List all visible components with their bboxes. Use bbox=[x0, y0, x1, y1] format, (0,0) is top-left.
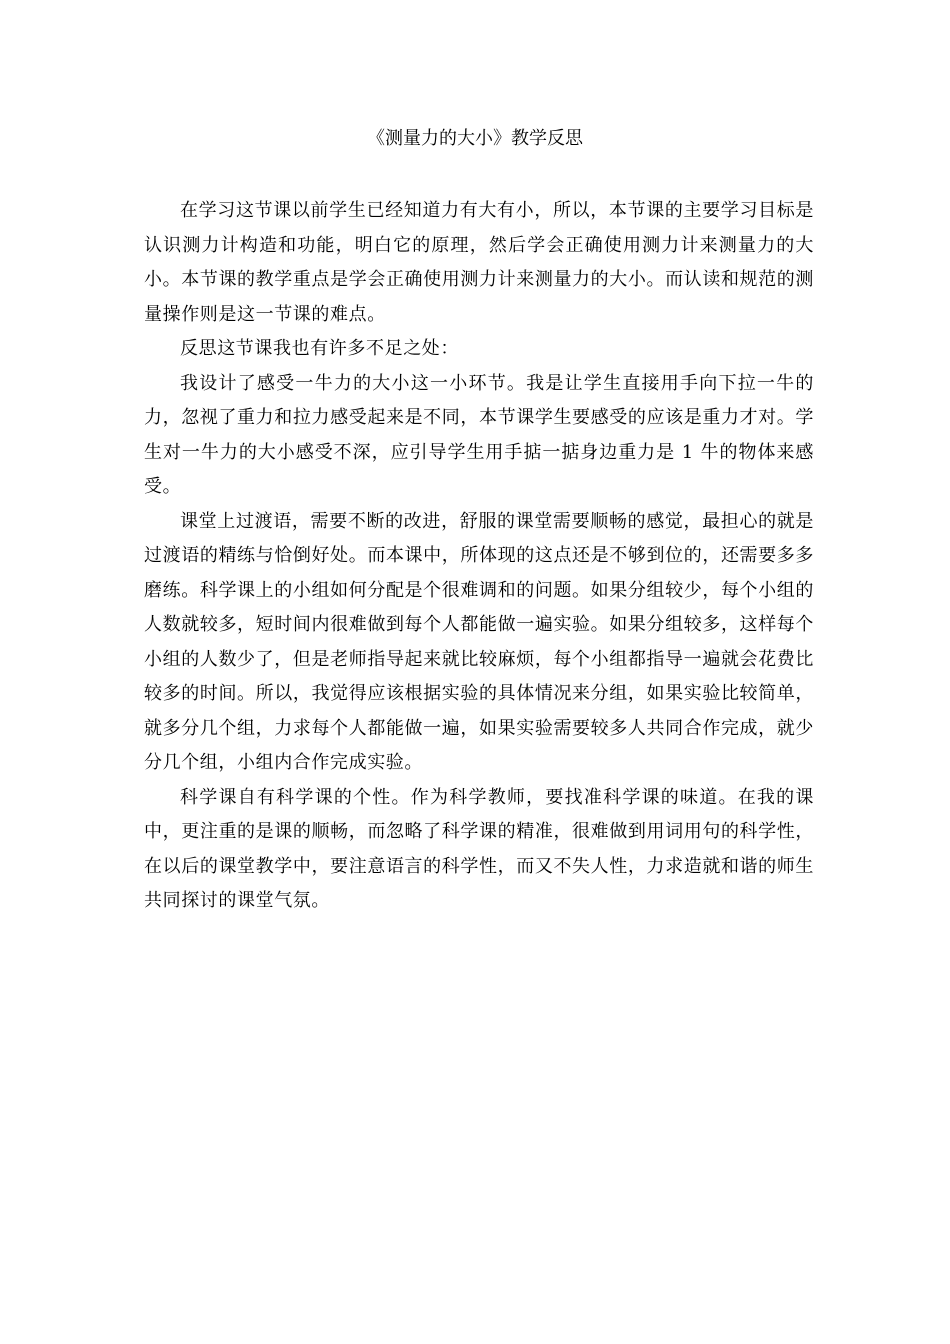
paragraph-transition-grouping: 课堂上过渡语，需要不断的改进，舒服的课堂需要顺畅的感觉，最担心的就是过渡语的精练与恰倒好处。而本课中，所体现的这点还是不够到位的，还需要多多磨练。科学课上的小组如何分配是个很难调和的问题。如果分组较少，每个小组的人数就较多，短时间内很难做到每个人都能做一遍实验。如果分组较多，这样每个小组的人数少了，但是老师指导起来就比较麻烦，每个小组都指导一遍就会花费比较多的时间。所以，我觉得应该根据实验的具体情况来分组，如果实验比较简单，就多分几个组，力求每个人都能做一遍，如果实验需要较多人共同合作完成，就少分几个组，小组内合作完成实验。 bbox=[144, 510, 814, 773]
document-title: 《测量力的大小》教学反思 bbox=[367, 128, 583, 149]
paragraph-intro: 在学习这节课以前学生已经知道力有大有小，所以，本节课的主要学习目标是认识测力计构造和功能，明白它的原理，然后学会正确使用测力计来测量力的大小。本节课的教学重点是学会正确使用测力计来测量力的大小。而认读和规范的测量操作则是这一节课的难点。 bbox=[144, 200, 814, 325]
document-body bbox=[144, 194, 814, 919]
paragraph-one-newton: 我设计了感受一牛力的大小这一小环节。我是让学生直接用手向下拉一牛的力，忽视了重力和拉力感受起来是不同，本节课学生要感受的应该是重力才对。学生对一牛力的大小感受不深，应引导学生用手掂一掂身边重力是 1 牛的物体来感受。 bbox=[144, 372, 814, 497]
paragraph-reflection-lead: 反思这节课我也有许多不足之处： bbox=[180, 338, 459, 359]
paragraph-science-character: 科学课自有科学课的个性。作为科学教师，要找准科学课的味道。在我的课中，更注重的是课的顺畅，而忽略了科学课的精准，很难做到用词用句的科学性，在以后的课堂教学中，要注意语言的科学性，而又不失人性，力求造就和谐的师生共同探讨的课堂气氛。 bbox=[144, 786, 814, 911]
